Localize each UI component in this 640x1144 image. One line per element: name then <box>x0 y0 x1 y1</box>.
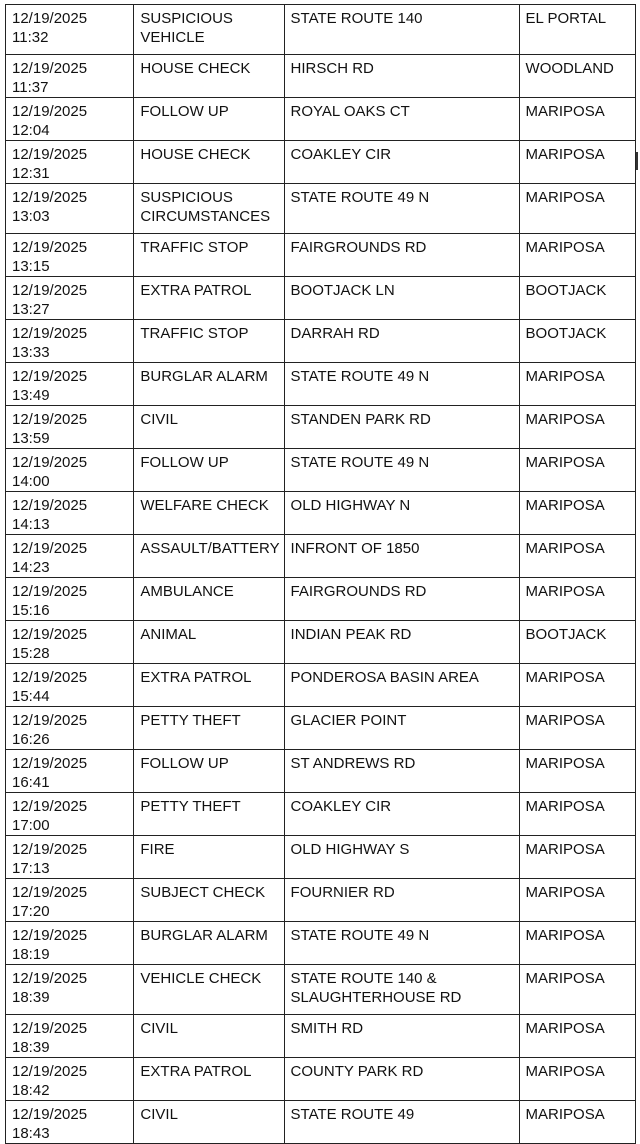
location-cell: STATE ROUTE 49 N <box>284 184 519 234</box>
date-time-cell: 12/19/2025 13:15 <box>6 234 134 277</box>
date-time-cell: 12/19/2025 12:31 <box>6 141 134 184</box>
call-type-cell: FOLLOW UP <box>134 98 284 141</box>
table-row <box>6 793 636 836</box>
location-cell: STATE ROUTE 49 <box>284 1101 519 1144</box>
area-cell: WOODLAND <box>519 55 635 98</box>
area-cell: BOOTJACK <box>519 621 635 664</box>
table-row <box>6 879 636 922</box>
location-cell: STATE ROUTE 140 <box>284 5 519 55</box>
table-row <box>6 406 636 449</box>
page-edge-mark <box>636 152 638 170</box>
call-type-cell: FOLLOW UP <box>134 750 284 793</box>
location-cell: STANDEN PARK RD <box>284 406 519 449</box>
table-row <box>6 1015 636 1058</box>
date-time-cell: 12/19/2025 15:28 <box>6 621 134 664</box>
location-cell: STATE ROUTE 140 & SLAUGHTERHOUSE RD <box>284 965 519 1015</box>
area-cell: MARIPOSA <box>519 965 635 1015</box>
table-row <box>6 184 636 234</box>
date-time-cell: 12/19/2025 13:33 <box>6 320 134 363</box>
call-type-cell: EXTRA PATROL <box>134 664 284 707</box>
location-cell: PONDEROSA BASIN AREA <box>284 664 519 707</box>
date-time-cell: 12/19/2025 16:41 <box>6 750 134 793</box>
location-cell: OLD HIGHWAY S <box>284 836 519 879</box>
date-time-cell: 12/19/2025 18:19 <box>6 922 134 965</box>
table-row <box>6 535 636 578</box>
table-row <box>6 707 636 750</box>
area-cell: MARIPOSA <box>519 578 635 621</box>
area-cell: MARIPOSA <box>519 406 635 449</box>
call-type-cell: HOUSE CHECK <box>134 141 284 184</box>
location-cell: FAIRGROUNDS RD <box>284 578 519 621</box>
area-cell: MARIPOSA <box>519 449 635 492</box>
date-time-cell: 12/19/2025 11:37 <box>6 55 134 98</box>
date-time-cell: 12/19/2025 17:13 <box>6 836 134 879</box>
call-type-cell: PETTY THEFT <box>134 707 284 750</box>
location-cell: COAKLEY CIR <box>284 141 519 184</box>
table-row <box>6 320 636 363</box>
call-type-cell: WELFARE CHECK <box>134 492 284 535</box>
table-row <box>6 1058 636 1101</box>
location-cell: BOOTJACK LN <box>284 277 519 320</box>
table-row <box>6 5 636 55</box>
call-type-cell: EXTRA PATROL <box>134 1058 284 1101</box>
location-cell: FOURNIER RD <box>284 879 519 922</box>
call-type-cell: SUSPICIOUS VEHICLE <box>134 5 284 55</box>
table-row <box>6 55 636 98</box>
area-cell: MARIPOSA <box>519 707 635 750</box>
date-time-cell: 12/19/2025 18:39 <box>6 1015 134 1058</box>
call-type-cell: ASSAULT/BATTERY <box>134 535 284 578</box>
call-type-cell: SUBJECT CHECK <box>134 879 284 922</box>
call-type-cell: FIRE <box>134 836 284 879</box>
table-row <box>6 664 636 707</box>
table-row <box>6 449 636 492</box>
area-cell: MARIPOSA <box>519 184 635 234</box>
location-cell: STATE ROUTE 49 N <box>284 363 519 406</box>
location-cell: INFRONT OF 1850 <box>284 535 519 578</box>
area-cell: MARIPOSA <box>519 1015 635 1058</box>
location-cell: DARRAH RD <box>284 320 519 363</box>
date-time-cell: 12/19/2025 18:42 <box>6 1058 134 1101</box>
location-cell: HIRSCH RD <box>284 55 519 98</box>
table-row <box>6 492 636 535</box>
date-time-cell: 12/19/2025 13:03 <box>6 184 134 234</box>
table-row <box>6 836 636 879</box>
call-type-cell: BURGLAR ALARM <box>134 922 284 965</box>
table-row <box>6 277 636 320</box>
call-type-cell: EXTRA PATROL <box>134 277 284 320</box>
date-time-cell: 12/19/2025 18:39 <box>6 965 134 1015</box>
date-time-cell: 12/19/2025 17:00 <box>6 793 134 836</box>
area-cell: MARIPOSA <box>519 1058 635 1101</box>
location-cell: FAIRGROUNDS RD <box>284 234 519 277</box>
call-log-body <box>6 5 636 1144</box>
date-time-cell: 12/19/2025 12:04 <box>6 98 134 141</box>
date-time-cell: 12/19/2025 15:16 <box>6 578 134 621</box>
area-cell: MARIPOSA <box>519 234 635 277</box>
area-cell: MARIPOSA <box>519 141 635 184</box>
date-time-cell: 12/19/2025 16:26 <box>6 707 134 750</box>
location-cell: INDIAN PEAK RD <box>284 621 519 664</box>
area-cell: MARIPOSA <box>519 98 635 141</box>
table-row <box>6 965 636 1015</box>
date-time-cell: 12/19/2025 11:32 <box>6 5 134 55</box>
call-type-cell: FOLLOW UP <box>134 449 284 492</box>
call-type-cell: AMBULANCE <box>134 578 284 621</box>
location-cell: SMITH RD <box>284 1015 519 1058</box>
area-cell: MARIPOSA <box>519 363 635 406</box>
area-cell: MARIPOSA <box>519 492 635 535</box>
call-type-cell: TRAFFIC STOP <box>134 234 284 277</box>
call-type-cell: VEHICLE CHECK <box>134 965 284 1015</box>
table-row <box>6 363 636 406</box>
call-type-cell: PETTY THEFT <box>134 793 284 836</box>
table-row <box>6 1101 636 1144</box>
date-time-cell: 12/19/2025 18:43 <box>6 1101 134 1144</box>
area-cell: BOOTJACK <box>519 320 635 363</box>
area-cell: MARIPOSA <box>519 750 635 793</box>
date-time-cell: 12/19/2025 15:44 <box>6 664 134 707</box>
date-time-cell: 12/19/2025 14:23 <box>6 535 134 578</box>
area-cell: BOOTJACK <box>519 277 635 320</box>
area-cell: MARIPOSA <box>519 836 635 879</box>
area-cell: MARIPOSA <box>519 535 635 578</box>
table-row <box>6 922 636 965</box>
table-row <box>6 234 636 277</box>
location-cell: ST ANDREWS RD <box>284 750 519 793</box>
area-cell: MARIPOSA <box>519 879 635 922</box>
call-type-cell: SUSPICIOUS CIRCUMSTANCES <box>134 184 284 234</box>
location-cell: STATE ROUTE 49 N <box>284 449 519 492</box>
area-cell: MARIPOSA <box>519 1101 635 1144</box>
location-cell: COAKLEY CIR <box>284 793 519 836</box>
call-type-cell: CIVIL <box>134 1101 284 1144</box>
table-row <box>6 578 636 621</box>
table-row <box>6 621 636 664</box>
table-row <box>6 141 636 184</box>
date-time-cell: 12/19/2025 17:20 <box>6 879 134 922</box>
location-cell: ROYAL OAKS CT <box>284 98 519 141</box>
table-row <box>6 98 636 141</box>
call-type-cell: CIVIL <box>134 1015 284 1058</box>
location-cell: GLACIER POINT <box>284 707 519 750</box>
date-time-cell: 12/19/2025 14:00 <box>6 449 134 492</box>
area-cell: MARIPOSA <box>519 664 635 707</box>
location-cell: STATE ROUTE 49 N <box>284 922 519 965</box>
call-type-cell: HOUSE CHECK <box>134 55 284 98</box>
area-cell: MARIPOSA <box>519 793 635 836</box>
call-log-table <box>5 4 636 1144</box>
date-time-cell: 12/19/2025 13:49 <box>6 363 134 406</box>
area-cell: EL PORTAL <box>519 5 635 55</box>
call-type-cell: CIVIL <box>134 406 284 449</box>
call-type-cell: TRAFFIC STOP <box>134 320 284 363</box>
date-time-cell: 12/19/2025 14:13 <box>6 492 134 535</box>
date-time-cell: 12/19/2025 13:27 <box>6 277 134 320</box>
call-type-cell: ANIMAL <box>134 621 284 664</box>
location-cell: COUNTY PARK RD <box>284 1058 519 1101</box>
call-type-cell: BURGLAR ALARM <box>134 363 284 406</box>
area-cell: MARIPOSA <box>519 922 635 965</box>
location-cell: OLD HIGHWAY N <box>284 492 519 535</box>
date-time-cell: 12/19/2025 13:59 <box>6 406 134 449</box>
table-row <box>6 750 636 793</box>
